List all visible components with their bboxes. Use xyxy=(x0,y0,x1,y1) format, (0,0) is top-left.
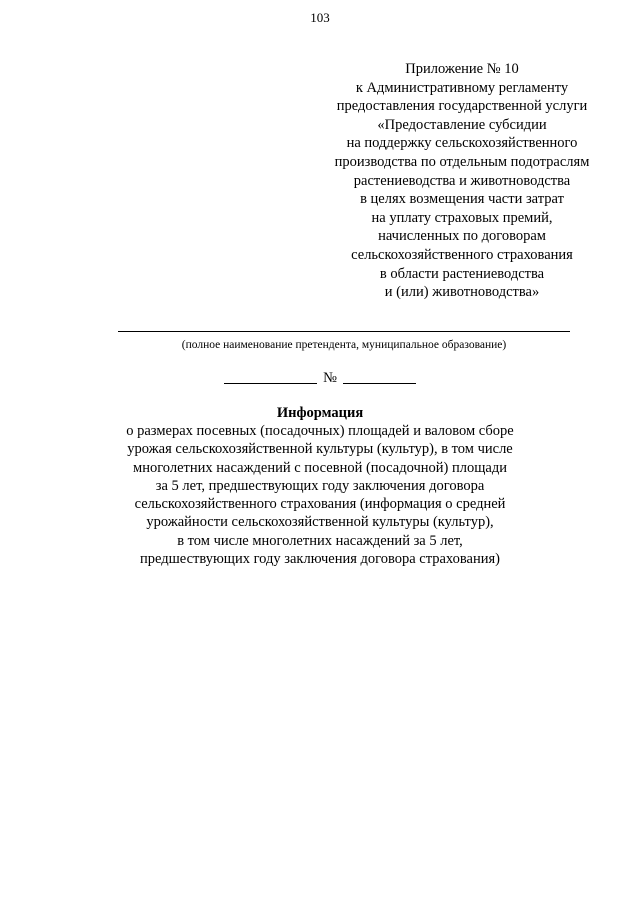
information-line: за 5 лет, предшествующих году заключения договора xyxy=(155,477,485,494)
appendix-line: предоставления государственной услуги xyxy=(336,98,588,115)
appendix-line: «Предоставление субсидии xyxy=(377,116,547,133)
information-line: многолетних насаждений с посевной (посадочной) площади xyxy=(133,459,507,476)
information-line: урожайности сельскохозяйственной культуры (культур), xyxy=(146,514,494,531)
information-title: Информация xyxy=(276,405,364,421)
page-number: 103 xyxy=(310,10,330,25)
appendix-line: в целях возмещения части затрат xyxy=(360,191,564,208)
information-line: сельскохозяйственного страхования (информация о средней xyxy=(134,496,506,513)
document-number-field[interactable] xyxy=(343,369,416,384)
document-number-row xyxy=(0,368,640,388)
information-line: предшествующих году заключения договора страхования) xyxy=(139,551,500,568)
information-line: о размерах посевных (посадочных) площадей и валовом сборе xyxy=(126,423,514,439)
appendix-line: сельскохозяйственного страхования xyxy=(351,246,573,263)
appendix-line: к Административному регламенту xyxy=(355,79,569,96)
appendix-header xyxy=(323,60,601,302)
information-line: урожая сельскохозяйственной культуры (культур), в том числе xyxy=(127,441,513,458)
appendix-line: на поддержку сельскохозяйственного xyxy=(346,135,578,152)
appendix-line: растениеводства и животноводства xyxy=(353,172,571,189)
applicant-name-field[interactable] xyxy=(118,331,570,332)
appendix-line: на уплату страховых премий, xyxy=(371,209,553,226)
applicant-name-caption: (полное наименование претендента, муниципальное образование) xyxy=(181,339,507,351)
appendix-line: в области растениеводства xyxy=(379,265,545,282)
information-description xyxy=(0,422,640,568)
appendix-line: Приложение № 10 xyxy=(405,61,519,77)
appendix-line: начисленных по договорам xyxy=(378,228,546,245)
number-sign: № xyxy=(323,370,337,386)
information-line: в том числе многолетних насаждений за 5 лет, xyxy=(177,532,463,549)
document-date-field[interactable] xyxy=(224,369,317,384)
appendix-line: производства по отдельным подотраслям xyxy=(334,153,590,170)
appendix-line: и (или) животноводства» xyxy=(384,284,540,301)
